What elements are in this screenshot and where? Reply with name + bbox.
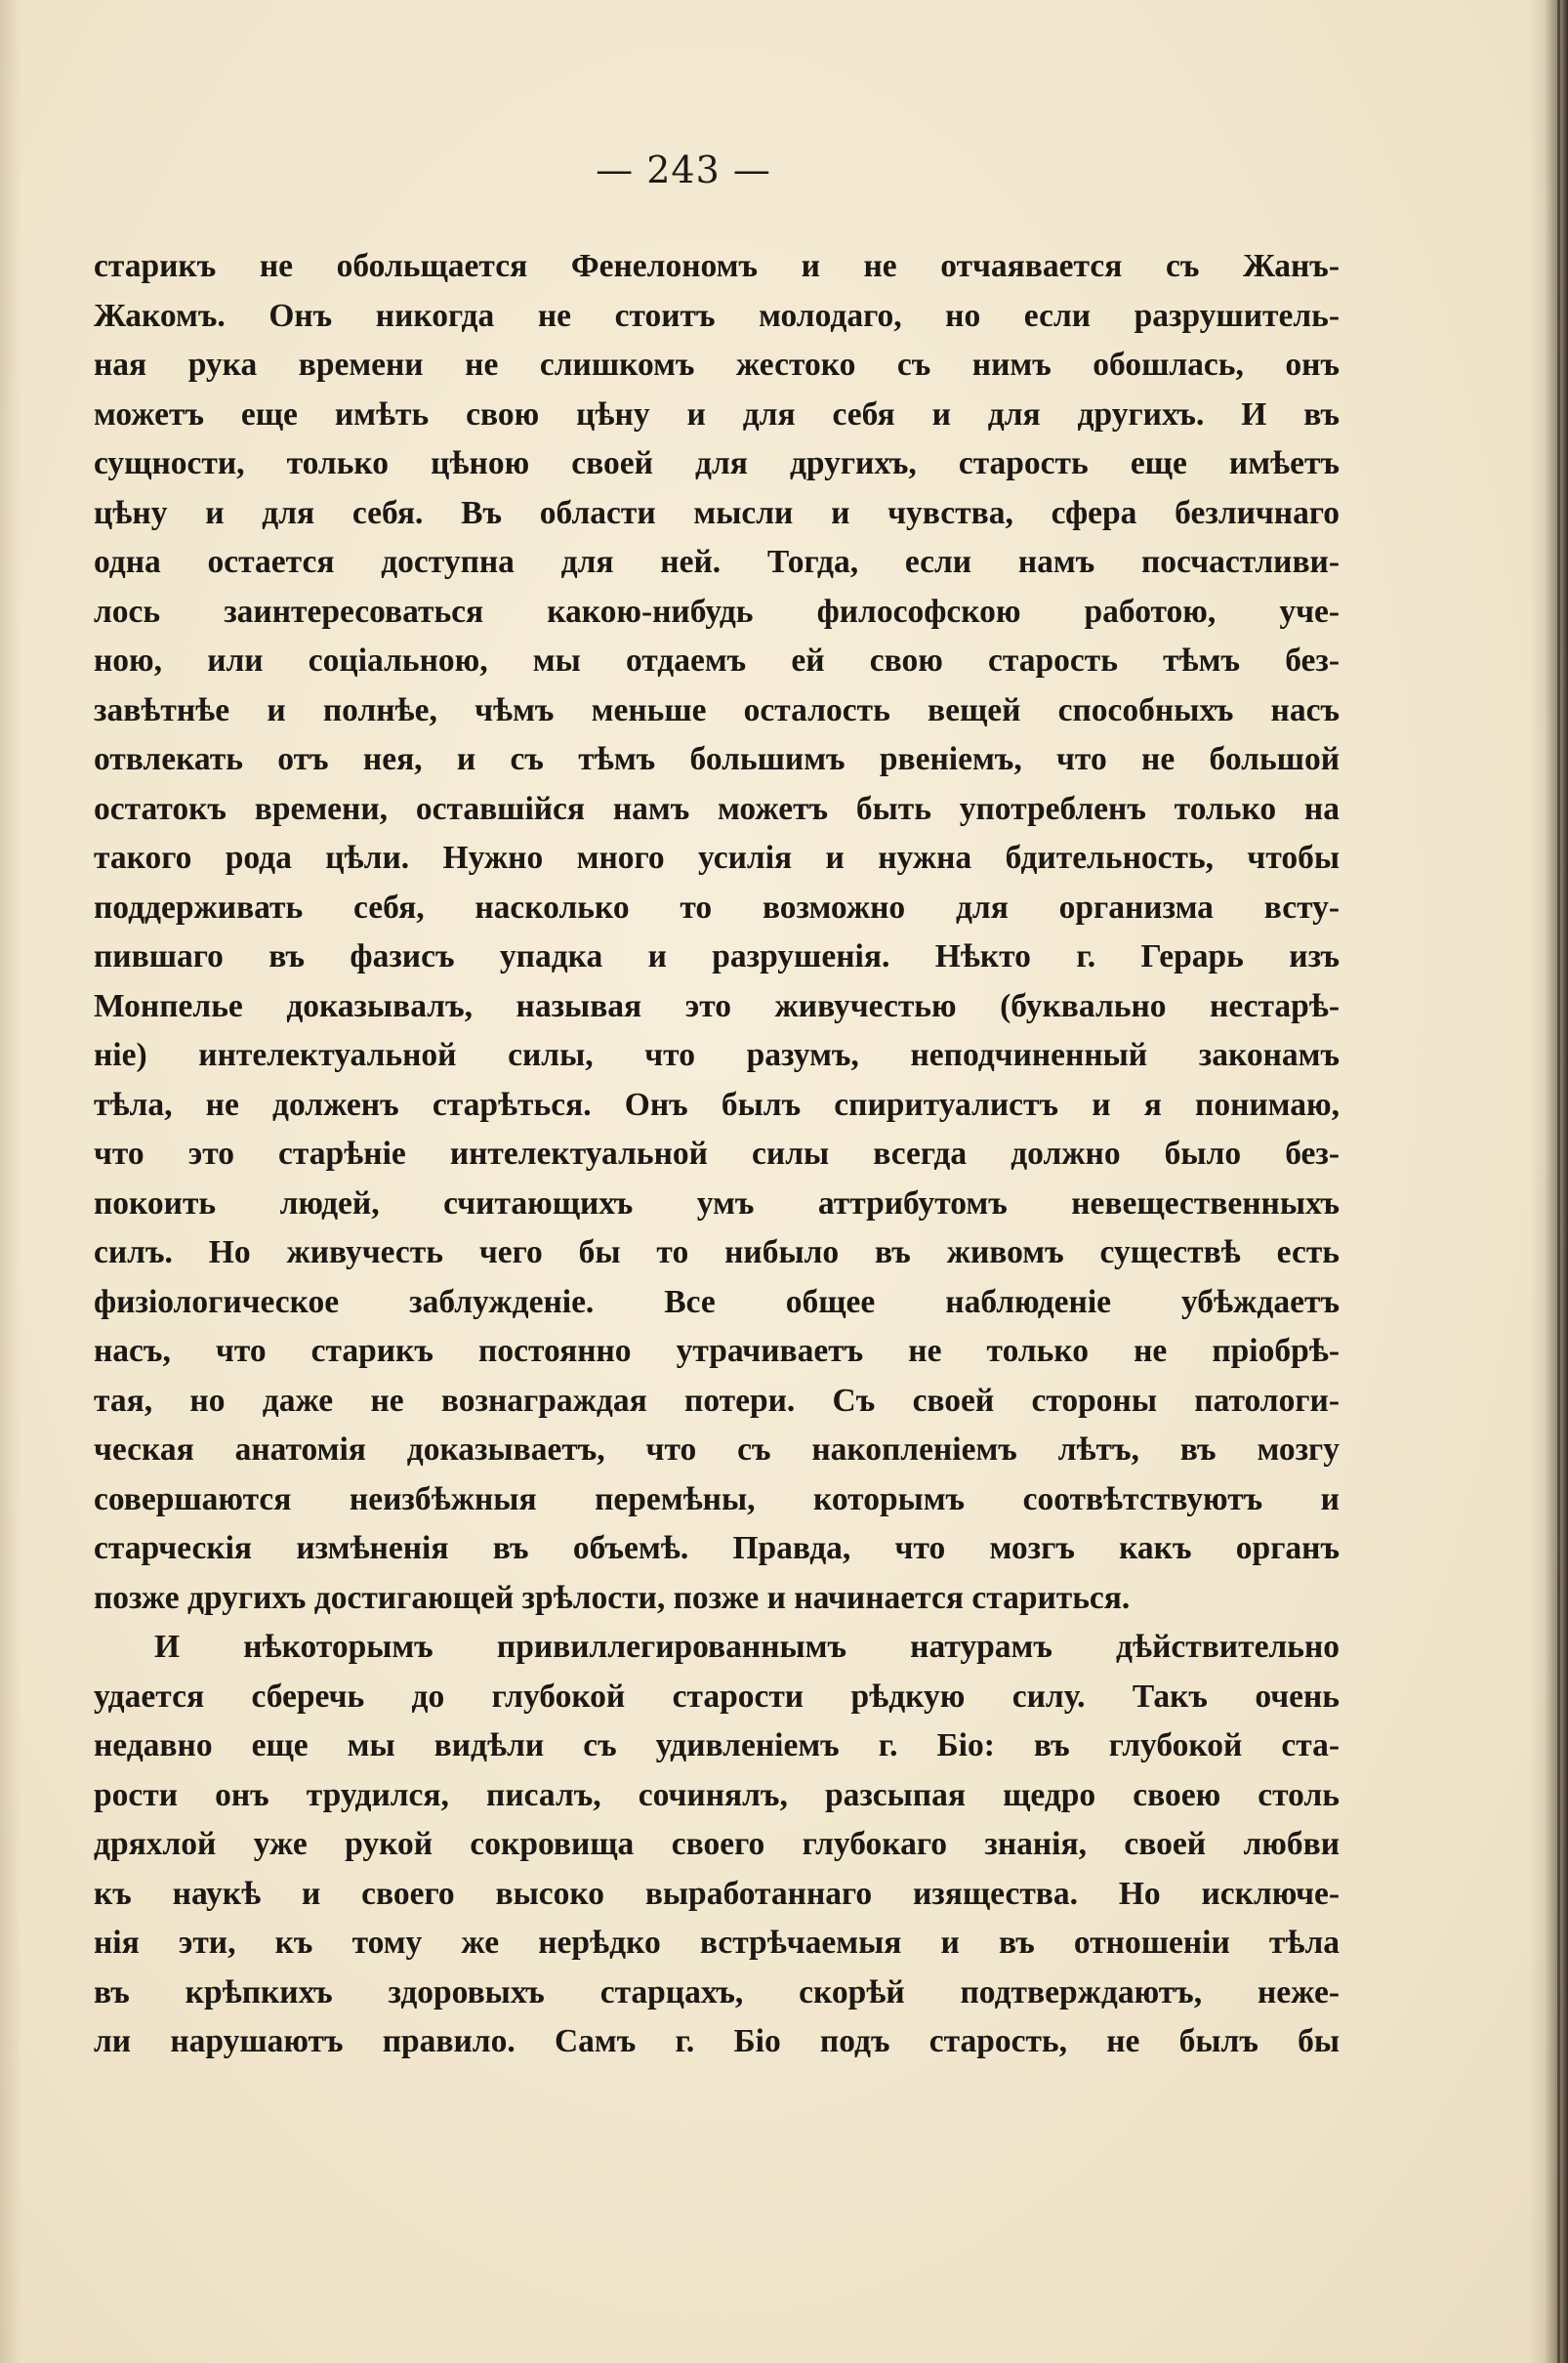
page-left-shadow	[0, 0, 21, 2363]
text-line: цѣну и для себя. Въ области мысли и чувства, сфера безличнаго	[94, 494, 1340, 531]
body-text	[94, 242, 1340, 2067]
text-line: къ наукѣ и своего высоко выработаннаго изящества. Но исключе-	[94, 1875, 1340, 1912]
text-line: рости онъ трудился, писалъ, сочинялъ, разсыпая щедро своею столь	[94, 1776, 1340, 1813]
text-line: насъ, что старикъ постоянно утрачиваетъ не только не пріобрѣ-	[94, 1333, 1340, 1369]
text-line: такого рода цѣли. Нужно много усилія и нужна бдительность, чтобы	[94, 840, 1340, 876]
text-line: тая, но даже не вознаграждая потери. Съ своей стороны патологи-	[94, 1382, 1340, 1419]
text-line: ніе) интелектуальной силы, что разумъ, неподчиненный законамъ	[94, 1037, 1340, 1073]
paragraph-end-line: позже другихъ достигающей зрѣлости, позже и начинается стариться.	[94, 1579, 1131, 1616]
text-line: остатокъ времени, оставшійся намъ можетъ быть употребленъ только на	[94, 790, 1340, 827]
text-line: силъ. Но живучесть чего бы то нибыло въ живомъ существѣ есть	[94, 1234, 1340, 1270]
text-line: одна остается доступна для ней. Тогда, если намъ посчастливи-	[94, 544, 1340, 580]
page-binding-shadow	[1529, 0, 1568, 2363]
text-line: Жакомъ. Онъ никогда не стоитъ молодаго, но если разрушитель-	[94, 297, 1340, 334]
text-line: ною, или соціальною, мы отдаемъ ей свою старость тѣмъ без-	[94, 643, 1340, 679]
page-edge-rule	[1557, 0, 1560, 2363]
text-line: старикъ не обольщается Фенелономъ и не отчаявается съ Жанъ-	[94, 248, 1340, 284]
text-line: ли нарушаютъ правило. Самъ г. Біо подъ старость, не былъ бы	[94, 2023, 1340, 2059]
text-line: дряхлой уже рукой сокровища своего глубокаго знанія, своей любви	[94, 1826, 1340, 1862]
text-line: пившаго въ фазисъ упадка и разрушенія. Нѣкто г. Герарь изъ	[94, 938, 1340, 974]
text-line: что это старѣніе интелектуальной силы всегда должно было без-	[94, 1136, 1340, 1172]
text-line: поддерживать себя, насколько то возможно для организма всту-	[94, 889, 1340, 926]
text-line: въ крѣпкихъ здоровыхъ старцахъ, скорѣй подтверждаютъ, неже-	[94, 1973, 1340, 2011]
text-line: нія эти, къ тому же нерѣдко встрѣчаемыя и въ отношеніи тѣла	[94, 1925, 1340, 1961]
page-number: — 243 —	[596, 148, 771, 191]
text-line: завѣтнѣе и полнѣе, чѣмъ меньше осталость вещей способныхъ насъ	[94, 691, 1340, 728]
text-line: ная рука времени не слишкомъ жестоко съ нимъ обошлась, онъ	[94, 347, 1340, 383]
text-line: совершаются неизбѣжныя перемѣны, которымъ соотвѣтствуютъ и	[94, 1480, 1340, 1517]
text-line: удается сберечь до глубокой старости рѣдкую силу. Такъ очень	[94, 1678, 1340, 1715]
text-line: можетъ еще имѣть свою цѣну и для себя и для другихъ. И въ	[94, 395, 1340, 433]
text-line: покоить людей, считающихъ умъ аттрибутомъ невещественныхъ	[94, 1184, 1340, 1222]
text-line: сущности, только цѣною своей для другихъ, старость еще имѣетъ	[94, 445, 1340, 481]
text-line: старческія измѣненія въ объемѣ. Правда, что мозгъ какъ органъ	[94, 1530, 1340, 1566]
text-line: недавно еще мы видѣли съ удивленіемъ г. Біо: въ глубокой ста-	[94, 1727, 1340, 1763]
text-line: ческая анатомія доказываетъ, что съ накопленіемъ лѣтъ, въ мозгу	[94, 1431, 1340, 1468]
paragraph-first-line: И нѣкоторымъ привиллегированнымъ натурамъ дѣйствительно	[154, 1629, 1340, 1665]
text-line: лось заинтересоваться какою-нибудь философскою работою, уче-	[94, 593, 1340, 630]
text-line: тѣла, не долженъ старѣться. Онъ былъ спиритуалистъ и я понимаю,	[94, 1086, 1340, 1123]
text-line: отвлекать отъ нея, и съ тѣмъ большимъ рвеніемъ, что не большой	[94, 741, 1340, 777]
text-line: Монпелье доказывалъ, называя это живучестью (буквально нестарѣ-	[94, 987, 1340, 1024]
text-line: физіологическое заблужденіе. Все общее наблюденіе убѣждаетъ	[94, 1283, 1340, 1320]
